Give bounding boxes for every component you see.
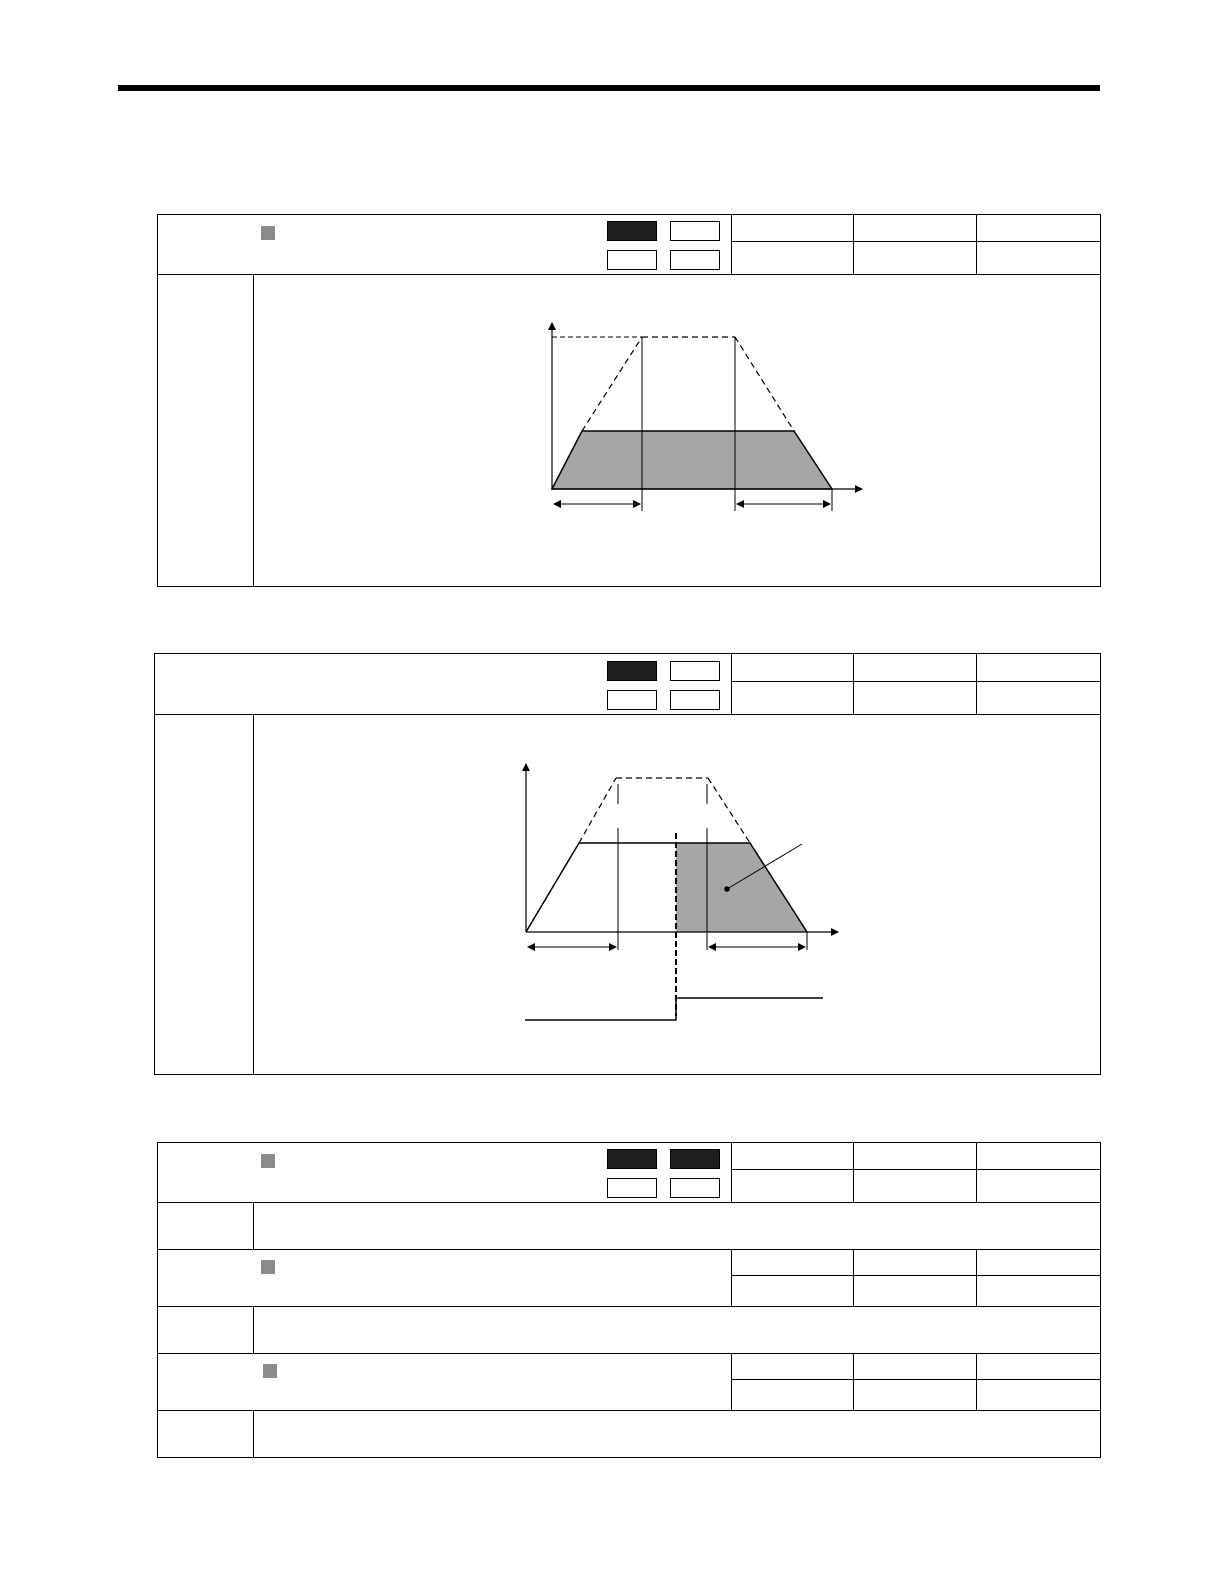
setting-row-divider	[731, 1379, 1100, 1380]
header-divider	[158, 1410, 1100, 1411]
setting-column-divider	[853, 215, 854, 274]
mode-badge-bottom-left	[607, 690, 657, 710]
max-speed-ramp-up	[579, 778, 616, 843]
header-divider	[158, 1306, 1100, 1307]
header-divider	[158, 274, 1100, 275]
setting-column-divider	[976, 215, 977, 274]
setting-column-divider	[853, 1353, 854, 1410]
header-divider	[158, 1202, 1100, 1203]
max-speed-ramp-down	[708, 778, 750, 843]
header-divider	[155, 714, 1100, 715]
row-divider	[158, 1353, 1100, 1354]
trapezoid-speed-diagram	[540, 315, 870, 515]
gray-square-icon	[261, 1154, 275, 1168]
mode-badge-bottom-left	[607, 1178, 657, 1198]
label-column-divider	[253, 714, 254, 1074]
mode-badge-top-left	[607, 1149, 657, 1169]
setting-column-divider	[976, 1143, 977, 1202]
setting-row-divider	[731, 1275, 1100, 1276]
setting-column-divider	[853, 1249, 854, 1306]
mode-badge-top-right	[670, 1149, 720, 1169]
setting-column-divider	[731, 1249, 732, 1306]
max-speed-ramp-up	[582, 337, 642, 431]
mode-badge-bottom-right	[670, 690, 720, 710]
setting-row-divider	[731, 681, 1100, 682]
label-column-divider	[253, 274, 254, 586]
mode-badge-top-left	[607, 661, 657, 681]
mode-badge-bottom-left	[607, 250, 657, 270]
setting-column-divider	[976, 654, 977, 714]
gray-square-icon	[263, 1364, 277, 1378]
mode-badge-top-left	[607, 221, 657, 241]
shaded-speed-area	[552, 431, 832, 489]
max-speed-ramp-down	[735, 337, 794, 431]
setting-column-divider	[731, 1143, 732, 1202]
setting-column-divider	[976, 1249, 977, 1306]
label-column-divider	[253, 1306, 254, 1353]
setting-column-divider	[976, 1353, 977, 1410]
top-rule	[118, 85, 1100, 91]
label-column-divider	[253, 1202, 254, 1249]
area-leader-dot	[724, 886, 730, 892]
setting-column-divider	[731, 1353, 732, 1410]
setting-row-divider	[731, 1169, 1100, 1170]
setting-column-divider	[853, 654, 854, 714]
gray-square-icon	[261, 226, 275, 240]
setting-column-divider	[853, 1143, 854, 1202]
row-divider	[158, 1249, 1100, 1250]
input-signal-waveform	[525, 998, 823, 1020]
gray-square-icon	[261, 1260, 275, 1274]
stop-signal-speed-diagram	[515, 758, 845, 1028]
mode-badge-top-right	[670, 221, 720, 241]
setting-row-divider	[731, 241, 1100, 242]
mode-badge-bottom-right	[670, 250, 720, 270]
setting-column-divider	[731, 215, 732, 274]
mode-badge-top-right	[670, 661, 720, 681]
shaded-decel-area	[676, 843, 807, 932]
setting-column-divider	[731, 654, 732, 714]
mode-badge-bottom-right	[670, 1178, 720, 1198]
label-column-divider	[253, 1410, 254, 1457]
parameter-table-3	[157, 1142, 1101, 1458]
